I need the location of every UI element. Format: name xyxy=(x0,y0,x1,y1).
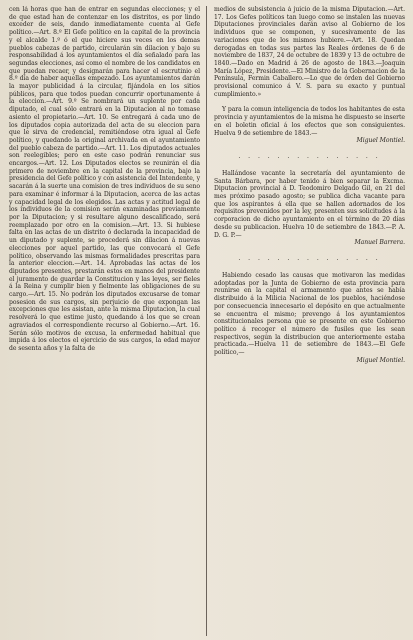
armament-notice-text: Habiendo cesado las causas que motivaron las medidas adoptadas por la Junta de Gobierno de esta provincia para reunirse en la capital el armamento que antes se había distribuido á la Milicia Nacional de los pueblos, haciéndose por consecuencia innecesario el depósito en que actualmente se encuentra el mismo; prevengo á los ayuntamientos constitucionales persona que se presente en este Gobierno político á recoger el número de fusiles que les sean respectivos, según la distribucion que anteriormente estaba practicada.—Huelva 11 de setiembre de 1843.—El Gefe político,— xyxy=(213,271,405,357)
column-divider xyxy=(206,6,207,636)
signature-barrera: Manuel Barrera. xyxy=(354,239,405,247)
section-separator-2: . . . . . . . . . . . . . . . xyxy=(238,254,381,262)
left-column xyxy=(9,6,206,636)
signature-montiel-1: Miguel Montiel. xyxy=(356,137,405,145)
spacer xyxy=(214,98,405,106)
decree-closing-text: medios de subsistencia á juicio de la misma Diputacion.—Art. 17. Los Gefes políticos tan luego como se instalen las nuevas Diputaciones provinciales darán aviso al Gobierno de los individuos que se componen, y sucesivamente de las variaciones que de los mismos hubiere.—Art. 18. Quedan derogadas en todas sus partes las Reales órdenes de 6 de noviembre de 1837, 24 de octubre de 1839 y 13 de octubre de 1840.—Dado en Madrid á 26 de agosto de 1843.—Joaquin María López, Presidente.—El Ministro de la Gobernacion de la Península, Fermin Caballero.—Lo que de órden del Gobierno provisional comunico á V. S. para su exacto y puntual cumplimiento.» xyxy=(213,6,405,98)
right-column xyxy=(212,6,405,636)
publication-notice-text: Y para la comun inteligencia de todos los habitantes de esta provincia y ayuntamientos de la misma he dispuesto se inserte en el boletin oficial á los efectos que son consiguientes. Huelva 9 de setiembre de 1843.— xyxy=(213,106,405,137)
signature-montiel-2: Miguel Montiel. xyxy=(356,356,405,364)
decree-articles-text: cen lá horas que han de entrar en segundas elecciones; y el de que estad han de contenzar en los distritos, es por lindo exceder de seis, dando inmediatamente cuenta al Gefe político.—Art. 8.º El Gefe político en la capital de la provincia y el alcalde 1.º ó el que hiciere sus veces en los demas pueblos cabezas de partido, circularán sin dilacion y bajo su responsabilidad á los ayuntamientos el día señalado para las segundas elecciones, así como el nombre de los candidatos en que puedan recaer, y designarán para hacer el escrutinio el 8.º día de haber aquellas empezado. Los ayuntamientos darán la mayor publicidad á la circular, fijándola en los sitios públicos, para que todos puedan concurrir oportunamente á la eleccion.—Art. 9.º Se nombrará un suplente por cada diputado, el cual sólo entrará en la Diputacion al no tomase asiento el propietario.—Art. 10. Se entregará á cada uno de los diputados copia autorizada del acta de su eleccion para que le sirva de credencial, remitiéndose otra igual al Gefe político, y quedando la original archivada en el ayuntamiento del pueblo cabeza de partido.—Art. 11. Los diputados actuales son reelegibles; pero en este caso podrán renunciar sus encargos.—Art. 12. Los Diputados electos se reunirán el dia primero de noviembre en la capital de la provincia, bajo la presidencia del Gefe político y con asistencia del Intendente, y sacarán á la suerte una comision de tres individuos de su seno para examinar é informar á la Diputacion, acerca de las actas y capacidad legal de los elegidos. Las actas y actitud legal de los individuos de la comision serán examinadas previamente por la Diputacion; y si resultare alguno descalificado, será reemplazado por otro en la comision.—Art. 13. Si hubiese falta en las actas de un distrito ó declarada la incapacidad de un diputado y suplente, se procederá sin dilacion á nuevas elecciones por aquel partido, las que convocará el Gefe político, observando las mismas formalidades prescritas para la anterior eleccion.—Art. 14. Aprobadas las actas de los diputados presentes, prestarán estos en manos del presidente el juramento de guardar la Constitucion y las leyes, ser fieles á la Reina y cumplir bien y fielmente las obligaciones de su cargo.—Art. 15. No podrán los diputados excusarse de tomar posesion de sus cargos, sin perjuicio de que expongan las excepciones que les asistan, ante la misma Diputacion, la cual resolverá lo que estime justo, quedando á los que se crean agraviados el correspondiente recurso al Gobierno.—Art. 16. Serán sólo motivos de excusa, la enfermedad habitual que impida á los electos el ejercicio de sus cargos, la edad mayor de sesenta años y la falta de xyxy=(9,6,200,352)
column-layout xyxy=(9,6,405,636)
section-separator-1: . . . . . . . . . . . . . . . xyxy=(238,152,381,160)
vacancy-notice-text: Hallándose vacante la secretaría del ayuntamiento de Santa Bárbara, por haber tenido á bien separar la Excma. Diputacion provincial á D. Teodomiro Delgado Gil, en 21 del mes próximo pasado agosto; se publica dicha vacante para que los aspirantes á ella que se hallen adornados de los requisitos prevenidos por la ley, presenten sus solicitudes á la corporacion de dicho ayuntamiento en el término de 20 días desde su publicacion. Huelva 10 de setiembre de 1843.—P. A. D. G. P.— xyxy=(213,169,405,239)
